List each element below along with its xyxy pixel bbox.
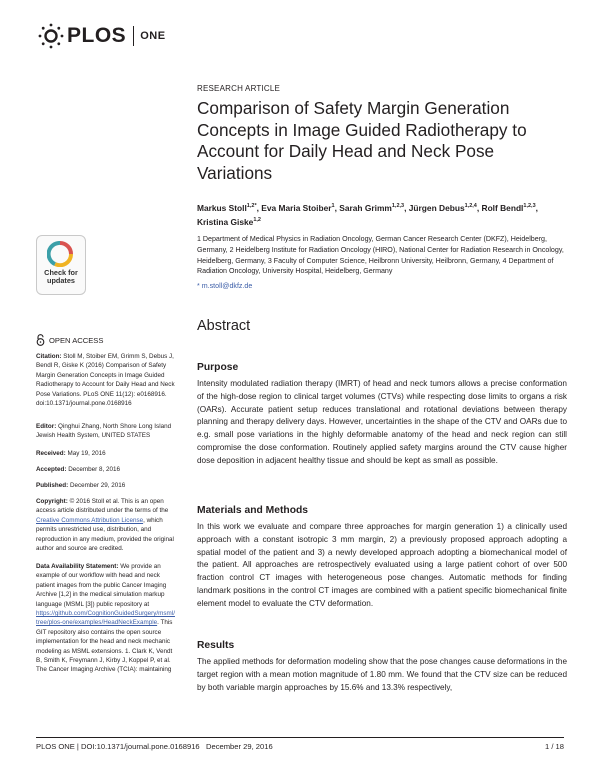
copyright-block [36,497,176,553]
corresponding-email [197,282,252,290]
author-affiliation-sup: 1,2 [253,217,261,224]
article-type: RESEARCH ARTICLE [197,84,281,93]
methods-heading: Materials and Methods [197,505,308,516]
accepted-block [36,465,176,474]
copyright-text-post: , which permits unrestricted use, distribution, and reproduction in any medium, provided the original author and source are credited. [36,516,174,553]
email-link[interactable]: m.stoll@dkfz.de [201,282,253,290]
license-link[interactable]: Creative Commons Attribution License [36,516,144,524]
copyright-label: Copyright: [36,498,68,505]
author-affiliation-sup: 1,2* [246,203,257,209]
data-availability-post: . This GIT repository also contains the open source implementation for the head and neck mechanic modeling as MSML extensions. 1. Clark K, Vendt B, Smith K, Freymann J, Kirby J, Koppel P, et al. The Cancer Imaging Archive (TCIA): maintaining [36,619,173,674]
author-name: Eva Maria Stoiber$^1$ [261,202,335,213]
open-access-label: OPEN ACCESS [49,335,104,345]
editor-label: Editor: [36,423,57,430]
article-title: Comparison of Safety Margin Generation Concepts in Image Guided Radiotherapy to Account for Daily Head and Neck Pose Variations [197,98,527,183]
author-affiliation-sup: 1,2,4 [464,203,477,209]
editor-text: Qinghui Zhang, North Shore Long Island Jewish Health System, UNITED STATES [36,423,172,440]
data-availability-label: Data Availability Statement: [36,563,119,570]
footer-rule [36,737,564,738]
copyright-text-pre: © 2016 Stoll et al. This is an open access article distributed under the terms of the [36,498,169,515]
data-availability-block [36,562,176,675]
results-heading: Results [197,640,235,651]
logo-divider [133,26,134,46]
author-separator: , [476,202,482,213]
github-repo-link[interactable]: https://github.com/CognitionGuidedSurgery/msml/tree/plos-one/examples/HeadNeckExample [36,610,175,627]
citation-label: Citation: [36,353,62,360]
author-name: Kristina Giske$^{1,2}$ [197,217,261,228]
methods-text: In this work we evaluate and compare three approaches for margin generation 1) a clinically used approach with a constant isotropic 3 mm margin, 2) a previously proposed approach adopting a spatial model of the patient and 3) a newly developed approach adopting a biomechanical model of the patient. All approaches are retrospectively evaluated using a large patient cohort of over 500 fraction control CT images with heterogeneous pose changes. Automatic methods for finding landmark positions in the control CT images are combined with a patient specific biomechanical finite element model to evaluate the CTV deformation. [197,522,567,608]
footer-citation: PLOS ONE | DOI:10.1371/journal.pone.0168916 December 29, 2016 [36,742,273,751]
author-affiliation-sup: 1,2,3 [391,203,405,209]
author-separator: , [334,202,340,213]
journal-name: ONE [140,30,166,42]
author-name: Rolf Bendl$^{1,2,3}$ [481,202,536,213]
results-text: The applied methods for deformation modeling show that the pose changes cause deformations in the target region with a mean motion magnitude of 1.80 mm. We found that the CTV size can be reduced by both variable margin approaches by 15.6% and 13.3% respectively, [197,657,567,692]
purpose-text: Intensity modulated radiation therapy (IMRT) of head and neck tumors allows a precise conformation of the high-dose region to clinical target volumes (CTVs) while respecting dose limits to organs a risk (OARs). Accurate patient setup reduces translational and rotational deviations between therapy planning and therapy delivery days. However, uncertainties in the shape of the CTV and OARs due to e.g. small pose variations in the highly deformable anatomy of the head and neck region can still compromise the dose conformation. Routinely applied safety margins around the CTV cause higher dose deposition in adjacent healthy tissue and should be kept as small as possible. [197,379,567,465]
author-separator: , [256,202,262,213]
citation-text: Stoll M, Stoiber EM, Grimm S, Debus J, Bendl R, Giske K (2016) Comparison of Safety Margin Generation Concepts in Image Guided Radiotherapy to Account for Daily Head and Neck Pose Variations. PLoS ONE 11(12): e0168916. doi:10.1371/journal.pone.0168916 [36,353,175,408]
purpose-heading: Purpose [197,362,239,373]
plos-dots-icon [38,23,64,49]
open-access-badge [36,334,103,346]
author-affiliation-sup: 1,2,3 [523,203,536,209]
accepted-label: Accepted: [36,466,67,473]
plos-one-logo [38,22,166,50]
open-lock-icon [36,334,45,346]
author-separator: , [535,202,538,213]
author-name: Jürgen Debus$^{1,2,4}$ [408,202,477,213]
author-list [197,200,567,229]
publisher-name: PLOS [67,24,127,47]
page-number: 1 / 18 [545,742,564,751]
email-mark: * [197,282,200,290]
citation-block [36,352,176,408]
abstract-heading: Abstract [197,318,251,334]
crossmark-icon [47,241,73,267]
author-affiliation-sup: 1 [331,203,335,209]
author-name: Sarah Grimm$^{1,2,3}$ [339,202,405,213]
received-label: Received: [36,450,66,457]
editor-block [36,422,176,441]
received-date: May 19, 2016 [67,450,106,457]
check-for-updates-label: Check for updates [44,268,78,286]
check-for-updates-badge[interactable] [36,235,86,295]
data-availability-pre: We provide an example of our workflow with head and neck patient images from the public Cancer Imaging Archive [1,2] in the medical simulation markup language (MSML [3]) public repository at [36,563,167,608]
affiliations: 1 Department of Medical Physics in Radiation Oncology, German Cancer Research Center (DKFZ), Heidelberg, Germany, 2 Heidelberg Institute for Radiation Oncology (HIRO), National Center for Radiation Research in Oncology, Heidelberg, Germany, 3 Faculty of Computer Science, Heilbronn University, Heilbronn, Germany, 4 Department of Radiation Oncology, University Hospital, Heidelberg, Germany [197,235,564,276]
accepted-date: December 8, 2016 [68,466,121,473]
published-date: December 29, 2016 [69,482,126,489]
author-separator: , [404,202,409,213]
received-block [36,449,176,458]
author-name: Markus Stoll$^{1,2*}$ [197,202,257,213]
published-label: Published: [36,482,69,489]
published-block [36,481,176,490]
